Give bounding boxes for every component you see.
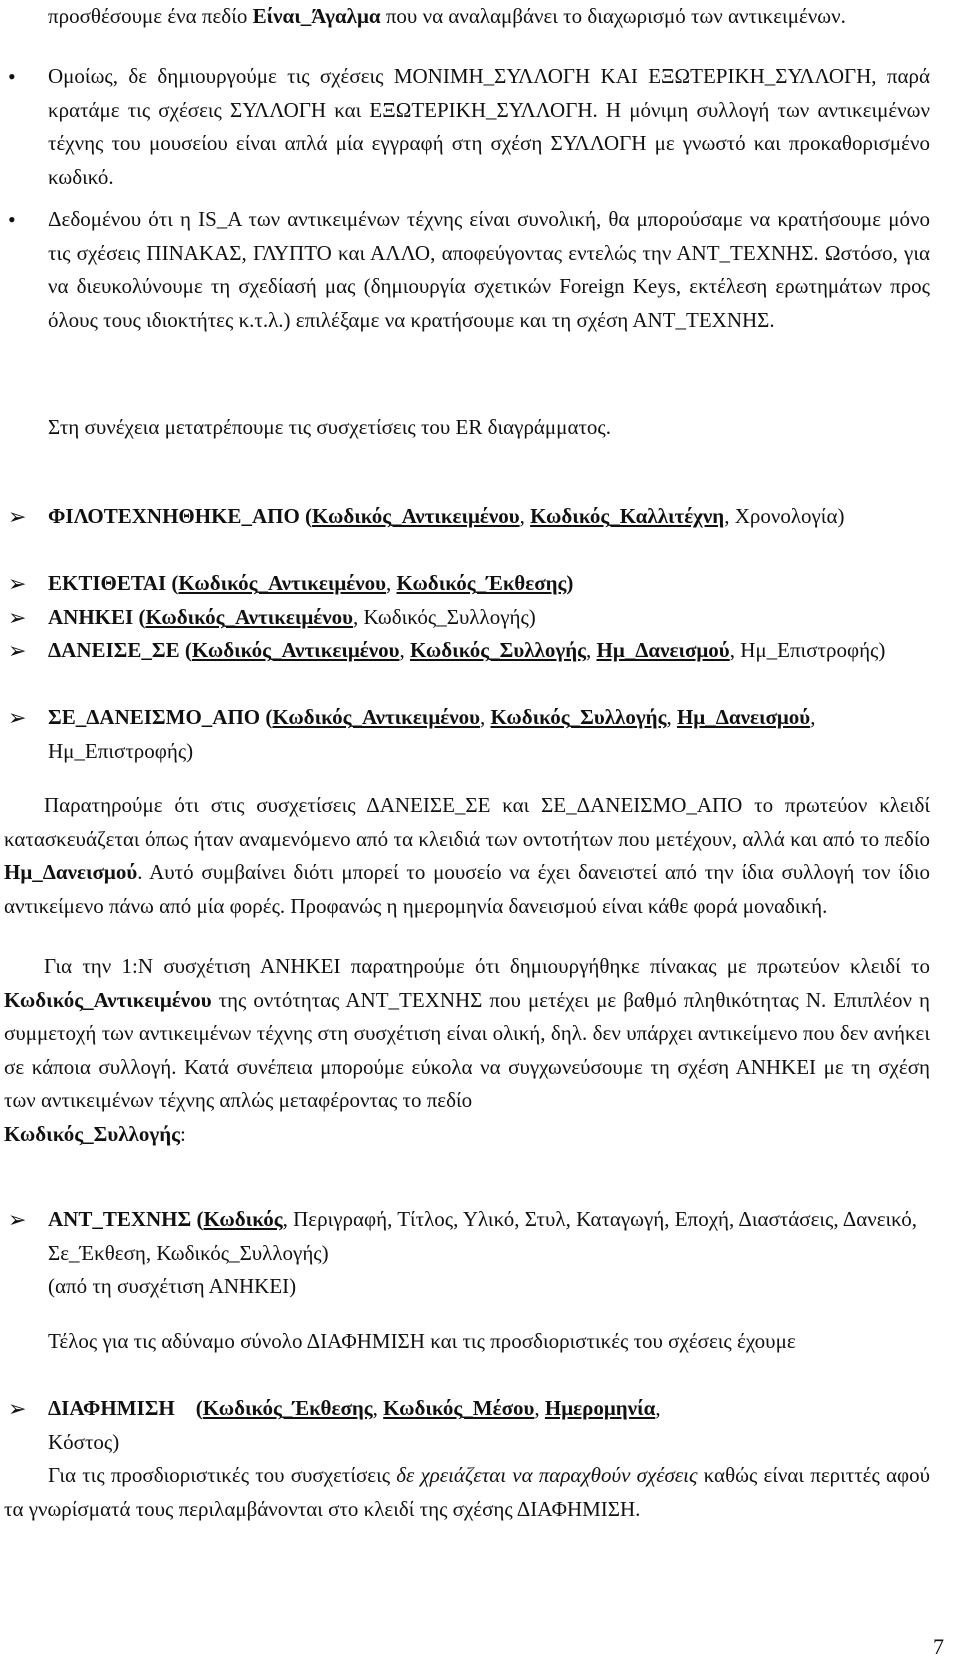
comma: , [386, 571, 397, 595]
continuation-paragraph [48, 0, 930, 34]
relation-diafimisi [48, 1392, 930, 1459]
relation-ant-technis [48, 1203, 930, 1304]
primary-key: Κωδικός_Έκθεσης [202, 1396, 373, 1420]
paren: ( [191, 1207, 204, 1231]
text: : [179, 1121, 186, 1146]
primary-key: Κωδικός_Μέσου [383, 1396, 535, 1420]
arrow-bullet-icon: ➢ [8, 605, 27, 630]
paragraph-final [4, 1459, 930, 1526]
attributes: , Ημ_Επιστροφής) [48, 705, 816, 763]
relation-daneise-se [48, 634, 930, 668]
paren: ( [179, 638, 192, 662]
primary-key: Ημ_Δανεισμού [596, 638, 730, 662]
arrow-bullet-icon: ➢ [8, 1396, 27, 1421]
paren: ( [166, 571, 179, 595]
text: καθώς είναι περιττές αφού τα γνωρίσματά τους περιλαμβάνονται στο κλειδί της σχέσης ΔΙΑΦΗΜΙΣΗ. [4, 1463, 930, 1521]
relation-name: ΦΙΛΟΤΕΧΝΗΘΗΚΕ_ΑΠΟ [48, 504, 300, 528]
primary-key: Ημ_Δανεισμού [676, 705, 811, 729]
paren: ( [299, 504, 313, 528]
text: Για την 1:Ν συσχέτιση ΑΝΗΚΕΙ παρατηρούμε ότι δημιουργήθηκε πίνακας με πρωτεύον κλειδί το [44, 954, 930, 978]
primary-key: Κωδικός_Αντικειμένου [178, 571, 387, 595]
comma: , [479, 705, 491, 729]
primary-key: Κωδικός_Αντικειμένου [191, 638, 400, 662]
text: προσθέσουμε ένα πεδίο [48, 4, 253, 28]
text: Για τις προσδιοριστικές του συσχετίσεις [48, 1463, 397, 1487]
bullet-item-is-a [48, 203, 930, 337]
arrow-bullet-icon: ➢ [8, 638, 27, 663]
relation-ektithetai [48, 567, 930, 601]
comma: , [372, 1396, 384, 1420]
relation-name: ΔΙΑΦΗΜΙΣΗ [48, 1396, 175, 1420]
paren: ( [174, 1396, 203, 1420]
convert-intro [48, 411, 930, 445]
paren: ) [566, 571, 574, 595]
relation-se-daneismo-apo [48, 701, 930, 768]
relation-name: ΔΑΝΕΙΣΕ_ΣΕ [48, 638, 180, 662]
attributes: , Περιγραφή, Τίτλος, Υλικό, Στυλ, Καταγωγή, Εποχή, Διαστάσεις, Δανεικό, Σε_Έκθεση, Κωδικός_Συλλογής) [48, 1207, 918, 1265]
relation-note: (από τη συσχέτιση ΑΝΗΚΕΙ) [48, 1274, 297, 1298]
bullet-text: Ομοίως, δε δημιουργούμε τις σχέσεις ΜΟΝΙΜΗ_ΣΥΛΛΟΓΗ ΚΑΙ ΕΞΩΤΕΡΙΚΗ_ΣΥΛΛΟΓΗ, παρά κρατάμε τις σχέσεις ΣΥΛΛΟΓΗ και ΕΞΩΤΕΡΙΚΗ_ΣΥΛΛΟΓΗ. Η μόνιμη συλλογή των αντικειμένων τέχνης του μουσείου είναι απλά μία εγγραφή στη σχέση ΣΥΛΛΟΓΗ με γνωστό και προκαθορισμένο κωδικό. [48, 64, 930, 189]
attributes: Κόστος) [48, 1429, 120, 1454]
attributes: Ημ_Επιστροφής) [740, 638, 886, 662]
relation-name: ΣΕ_ΔΑΝΕΙΣΜΟ_ΑΠΟ [48, 705, 261, 729]
arrow-bullet-icon: ➢ [8, 571, 27, 596]
comma: , [519, 504, 531, 528]
paren: ( [260, 705, 273, 729]
paragraph-anikei [4, 950, 930, 1151]
relation-filotechnithike [48, 500, 930, 534]
comma: , [585, 638, 597, 662]
attributes: Χρονολογία) [734, 504, 845, 528]
comma: , [534, 1396, 545, 1420]
emphasis-text: δε χρειάζεται να παραχθούν σχέσεις [396, 1463, 698, 1487]
bullet-icon: • [8, 64, 16, 89]
arrow-bullet-icon: ➢ [8, 1207, 27, 1232]
primary-key: Κωδικός_Καλλιτέχνη [530, 504, 725, 528]
field-name: Ημ_Δανεισμού [4, 860, 138, 884]
primary-key: Κωδικός_Συλλογής [490, 705, 667, 729]
comma: , [666, 705, 677, 729]
field-name: Είναι_Άγαλμα [252, 4, 381, 28]
attributes: , Κωδικός_Συλλογής) [353, 605, 536, 629]
comma: , [729, 638, 741, 662]
primary-key: Κωδικός_Αντικειμένου [272, 705, 480, 729]
comma: , [655, 1396, 666, 1420]
primary-key: Ημερομηνία [544, 1396, 656, 1420]
text: που να αναλαμβάνει το διαχωρισμό των αντικειμένων. [380, 4, 846, 28]
arrow-bullet-icon: ➢ [8, 504, 27, 529]
relation-anikei [48, 601, 930, 635]
field-name: Κωδικός_Αντικειμένου [4, 987, 212, 1012]
relation-name: ΑΝΗΚΕΙ [48, 605, 134, 629]
arrow-bullet-icon: ➢ [8, 705, 27, 730]
weak-entity-intro [4, 1325, 930, 1359]
text: Παρατηρούμε ότι στις συσχετίσεις ΔΑΝΕΙΣΕ_ΣΕ και ΣΕ_ΔΑΝΕΙΣΜΟ_ΑΠΟ το πρωτεύον κλειδί κατασκευάζεται όπως ήταν αναμενόμενο από τα κλειδιά των οντοτήτων που μετέχουν, αλλά και από το πεδίο [4, 793, 930, 851]
bullet-item-collections [48, 60, 930, 194]
primary-key: Κωδικός_Αντικειμένου [145, 605, 354, 629]
text: Τέλος για τις αδύναμο σύνολο ΔΙΑΦΗΜΙΣΗ και τις προσδιοριστικές του σχέσεις έχουμε [48, 1329, 796, 1353]
relation-name: ΕΚΤΙΘΕΤΑΙ [48, 571, 167, 595]
comma: , [724, 504, 735, 528]
bullet-text: Δεδομένου ότι η IS_A των αντικειμένων τέχνης είναι συνολική, θα μπορούσαμε να κρατήσουμε μόνο τις σχέσεις ΠΙΝΑΚΑΣ, ΓΛΥΠΤΟ και ΑΛΛΟ, αποφεύγοντας εντελώς την ΑΝΤ_ΤΕΧΝΗΣ. Ωστόσο, για να διευκολύνουμε τη σχεδίασή μας (δημιουργία σχετικών Foreign Keys, εκτέλεση ερωτημάτων προς όλους τους ιδιοκτήτες κ.τ.λ.) επιλέξαμε να κρατήσουμε και τη σχέση ΑΝΤ_ΤΕΧΝΗΣ. [48, 207, 930, 332]
text: της οντότητας ΑΝΤ_ΤΕΧΝΗΣ που μετέχει με βαθμό πληθικότητας Ν. Επιπλέον η συμμετοχή των αντικειμένων τέχνης στη συσχέτιση είναι ολική, δηλ. δεν υπάρχει αντικείμενο που δεν ανήκει σε κάποια συλλογή. Κατά συνέπεια μπορούμε εύκολα να συγχωνεύσουμε τη σχέση ΑΝΗΚΕΙ με τη σχέση των αντικειμένων τέχνης απλώς μεταφέροντας το πεδίο [4, 987, 930, 1112]
primary-key: Κωδικός_Αντικειμένου [312, 504, 520, 528]
primary-key: Κωδικός_Συλλογής [410, 638, 586, 662]
primary-key: Κωδικός_Έκθεσης [396, 571, 567, 595]
text: Στη συνέχεια μετατρέπουμε τις συσχετίσεις του ER διαγράμματος. [48, 415, 611, 439]
field-name: Κωδικός_Συλλογής [4, 1121, 180, 1146]
text: . Αυτό συμβαίνει διότι μπορεί το μουσείο να έχει δανειστεί από την ίδια συλλογή τον ίδιο αντικείμενο πάνω από μία φορές. Προφανώς η ημερομηνία δανεισμού είναι κάθε φορά μοναδική. [4, 860, 930, 918]
paren: ( [133, 605, 146, 629]
bullet-icon: • [8, 207, 16, 232]
primary-key: Κωδικός [203, 1207, 283, 1231]
page-number: 7 [933, 1634, 944, 1659]
relation-name: ΑΝΤ_ΤΕΧΝΗΣ [48, 1207, 192, 1231]
paragraph-loan-keys [4, 789, 930, 923]
comma: , [399, 638, 410, 662]
